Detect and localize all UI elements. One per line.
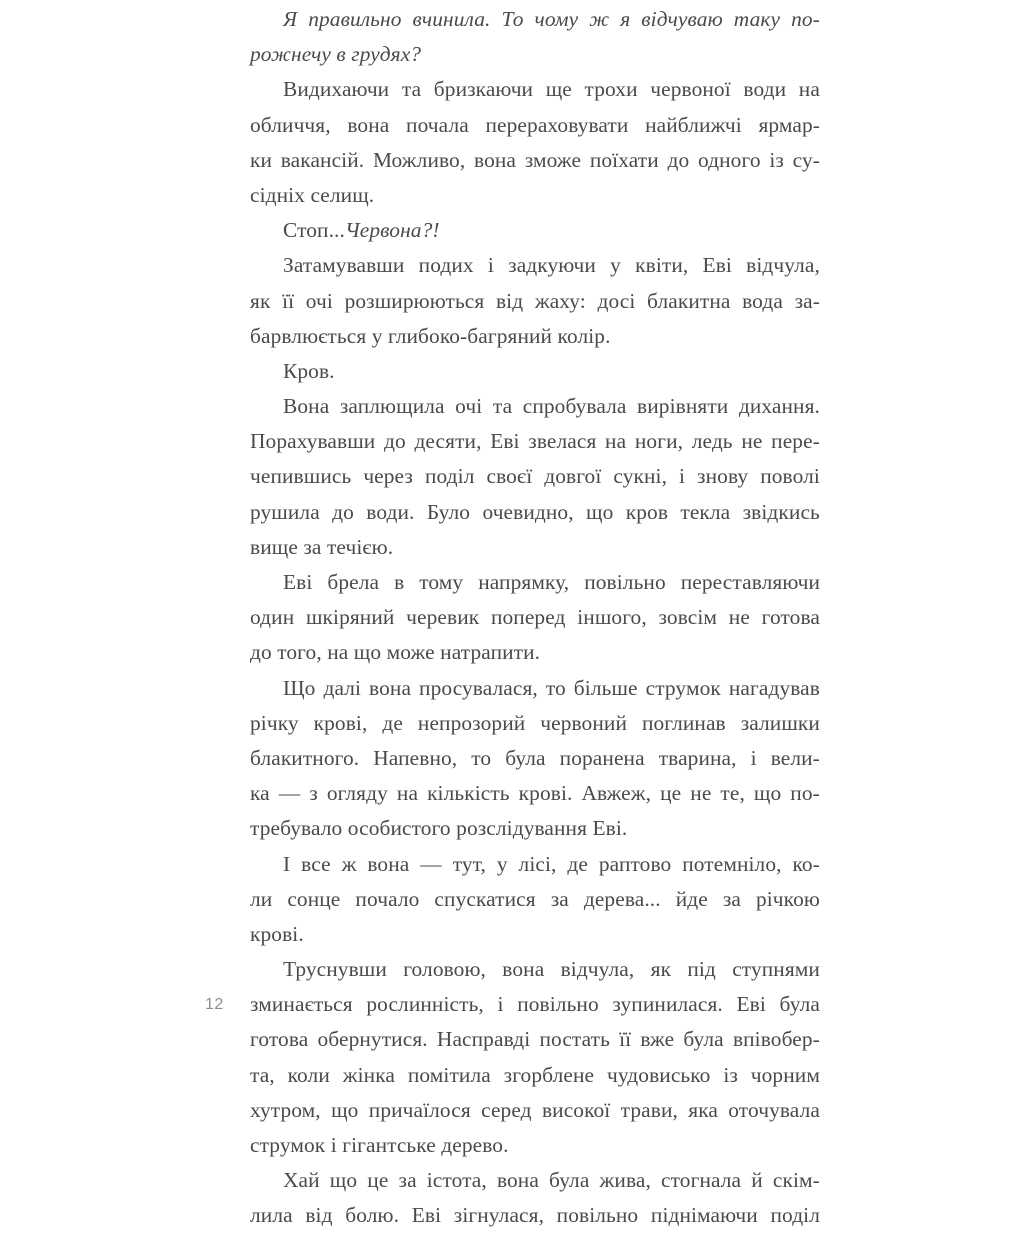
text-word: ж <box>589 7 610 31</box>
text-word: ярмар- <box>758 112 820 137</box>
text-word: готова <box>761 605 820 630</box>
text-word: води. <box>366 499 415 524</box>
text-line <box>283 952 820 987</box>
text-word: ноги, <box>634 429 684 454</box>
text-word: знову <box>697 464 749 489</box>
text-word: постать <box>539 1027 610 1052</box>
text-segment: крові. <box>250 921 304 946</box>
text-word: від <box>305 1203 333 1228</box>
text-word: поглинав <box>641 710 726 735</box>
text-word: червоний <box>540 710 627 735</box>
text-word: на <box>798 77 820 102</box>
text-word: блакитного. <box>250 745 360 770</box>
text-word: зупинилася. <box>612 992 723 1017</box>
text-word: Що <box>283 675 316 700</box>
text-word: зминається <box>250 992 353 1017</box>
text-line <box>250 37 820 72</box>
text-word: головою, <box>403 957 487 982</box>
text-line <box>283 389 820 424</box>
text-word: оточувала <box>728 1097 820 1122</box>
text-word: ще <box>545 77 572 102</box>
text-word: найближчі <box>645 112 742 137</box>
text-word: коли <box>287 1062 330 1087</box>
text-line <box>250 1058 820 1093</box>
text-word: і <box>497 992 504 1017</box>
text-word: квіти, <box>635 253 689 278</box>
text-word: де <box>382 710 403 735</box>
text-word: нагадував <box>728 675 820 700</box>
text-word: жаху: <box>534 288 586 313</box>
text-word: Еві <box>490 429 520 454</box>
text-word: Труснувши <box>283 957 387 982</box>
text-word: повільно <box>556 1203 639 1228</box>
text-word: поволі <box>760 464 820 489</box>
text-word: Я <box>283 7 298 31</box>
text-segment: Червона?! <box>344 218 440 243</box>
text-word: — <box>420 851 442 876</box>
text-word: до <box>667 147 690 172</box>
text-word: черевик <box>406 605 480 630</box>
text-word: піднімаючи <box>650 1203 758 1228</box>
text-word: залишки <box>740 710 820 735</box>
page-number: 12 <box>205 996 224 1013</box>
text-word: зігнулася, <box>453 1203 545 1228</box>
text-word: Насправді <box>436 1027 531 1052</box>
text-word: дерева... <box>583 886 661 911</box>
text-word: як <box>650 957 672 982</box>
text-word: вона <box>367 851 410 876</box>
text-word: ки <box>250 147 273 172</box>
text-line <box>283 565 820 600</box>
text-word: тварина, <box>658 745 737 770</box>
text-segment: Стоп... <box>283 218 345 243</box>
text-word: у <box>610 253 621 278</box>
text-word: відчула, <box>560 957 635 982</box>
text-word: бризкаючи <box>433 77 534 102</box>
text-word: Видихаючи <box>283 77 390 102</box>
text-word: То <box>501 7 524 31</box>
text-line <box>250 143 820 178</box>
text-word: відчуваю <box>641 7 723 31</box>
text-word: — <box>278 781 301 806</box>
text-word: правильно <box>308 7 402 31</box>
text-word: серед <box>481 1097 532 1122</box>
text-segment: до того, на що може натрапити. <box>250 640 541 665</box>
text-word: повільно <box>517 992 599 1017</box>
text-word: довгої <box>544 464 602 489</box>
text-word: ко- <box>792 851 820 876</box>
text-word: у <box>496 851 508 876</box>
text-word: що <box>329 1168 358 1193</box>
text-word: згорблене <box>503 1062 595 1087</box>
text-word: що <box>586 499 614 524</box>
text-word: не <box>728 605 750 630</box>
text-word: кількість <box>427 781 510 806</box>
text-word: була <box>505 745 546 770</box>
text-line <box>250 987 820 1022</box>
text-word: поїхати <box>589 147 659 172</box>
text-word: вже <box>640 1027 675 1052</box>
text-word: трави, <box>620 1097 678 1122</box>
text-line <box>283 671 820 706</box>
text-word: по- <box>791 7 820 31</box>
text-word: розширюються <box>344 288 485 313</box>
text-word: вона <box>369 675 412 700</box>
text-word: все <box>301 851 331 876</box>
text-line <box>250 530 820 565</box>
text-word: не <box>741 429 763 454</box>
text-line <box>283 847 820 882</box>
text-word: яка <box>688 1097 718 1122</box>
text-word: тут, <box>452 851 486 876</box>
text-segment: сідніх селищ. <box>250 182 375 207</box>
text-word: брела <box>327 570 380 594</box>
text-word: чудовисько <box>606 1062 711 1087</box>
text-word: вирівняти <box>637 394 729 419</box>
text-word: під <box>687 957 716 982</box>
text-segment: вище за течією. <box>250 534 394 559</box>
text-word: ж <box>341 851 357 876</box>
text-word: крові, <box>313 710 368 735</box>
text-word: на <box>605 429 627 454</box>
text-segment: рожнечу в грудях? <box>250 42 422 67</box>
text-word: вакансій. <box>280 147 365 172</box>
text-line <box>250 495 820 530</box>
text-word: вона <box>502 957 545 982</box>
text-word: сукні, <box>613 464 668 489</box>
text-word: Напевно, <box>373 745 458 770</box>
text-word: звелася <box>528 429 597 454</box>
text-word: вона <box>496 1168 539 1193</box>
text-line <box>250 178 820 213</box>
text-word: в <box>394 570 405 594</box>
text-word: та, <box>250 1062 275 1087</box>
text-word: рослинність, <box>366 992 484 1017</box>
text-word: за- <box>794 288 820 313</box>
text-line <box>250 882 820 917</box>
text-word: почала <box>406 112 469 137</box>
text-line <box>250 424 820 459</box>
text-word: Еві <box>702 253 732 278</box>
text-word: де <box>567 851 588 876</box>
text-word: Можливо, <box>372 147 466 172</box>
text-word: поділ <box>770 1203 820 1228</box>
text-word: Еві <box>411 1203 442 1228</box>
text-word: лила <box>250 1203 293 1228</box>
text-word: трохи <box>584 77 638 102</box>
text-word: струмок <box>645 675 721 700</box>
text-word: від <box>495 288 524 313</box>
text-word: це <box>660 781 682 806</box>
text-line <box>250 213 820 248</box>
text-word: впівобер- <box>732 1027 820 1052</box>
text-word: чорним <box>750 1062 820 1087</box>
page-text-body <box>250 2 820 1234</box>
text-word: досі <box>597 288 636 313</box>
text-word: ка <box>250 781 270 806</box>
text-word: дихання. <box>738 394 820 419</box>
text-word: один <box>250 605 295 630</box>
text-word: своєї <box>486 464 533 489</box>
text-word: річку <box>250 710 299 735</box>
text-word: через <box>363 464 413 489</box>
text-word: очі <box>305 288 333 313</box>
text-word: причаїлося <box>368 1097 471 1122</box>
text-word: вчинила. <box>412 7 491 31</box>
text-word: Вона <box>283 394 330 419</box>
text-word: те, <box>720 781 745 806</box>
text-word: таку <box>733 7 781 31</box>
text-word: вода <box>742 288 783 313</box>
text-word: зовсім <box>658 605 718 630</box>
text-word: напрямку, <box>478 570 570 594</box>
text-word: далі <box>323 675 362 700</box>
text-word: скім- <box>772 1168 820 1193</box>
text-word: пере- <box>771 429 820 454</box>
text-word: що <box>753 781 782 806</box>
text-word: Порахувавши <box>250 429 376 454</box>
text-line <box>250 1128 820 1163</box>
text-word: лісі, <box>518 851 557 876</box>
text-word: текла <box>680 499 731 524</box>
text-word: і <box>487 253 494 278</box>
text-segment: струмок і гігантське дерево. <box>250 1133 509 1157</box>
text-word: готова <box>250 1027 309 1052</box>
text-word: що <box>331 1097 359 1122</box>
text-word: та <box>492 394 513 419</box>
text-word: блакитна <box>647 288 731 313</box>
text-word: очевидно, <box>482 499 574 524</box>
text-word: вона <box>347 112 390 137</box>
text-word: жива, <box>599 1168 651 1193</box>
text-word: переставляючи <box>680 570 820 594</box>
text-word: обличчя, <box>250 112 331 137</box>
text-word: очі <box>455 394 483 419</box>
text-word: ли <box>250 886 273 911</box>
text-word: рушила <box>250 499 320 524</box>
text-word: і <box>750 745 757 770</box>
text-word: жінка <box>342 1062 395 1087</box>
text-word: і <box>679 464 686 489</box>
text-word: з <box>309 781 318 806</box>
text-word: спускатися <box>434 886 536 911</box>
text-word: до <box>332 499 354 524</box>
text-word: огляду <box>326 781 388 806</box>
text-word: стогнала <box>661 1168 742 1193</box>
text-line <box>250 776 820 811</box>
text-word: Еві <box>736 992 766 1017</box>
text-word: я <box>620 7 631 31</box>
text-word: більше <box>573 675 638 700</box>
text-word: із <box>723 1062 738 1087</box>
text-word: повільно <box>584 570 666 594</box>
text-word: за <box>398 1168 417 1193</box>
text-word: перераховувати <box>485 112 629 137</box>
text-segment: барвлюється у глибоко-багряний колір. <box>250 323 611 348</box>
text-word: йде <box>675 886 708 911</box>
text-word: на <box>396 781 419 806</box>
text-word: подих <box>418 253 474 278</box>
text-word: за <box>722 886 741 911</box>
text-segment: требувало особистого розслідування Еві. <box>250 816 628 841</box>
text-word: була <box>549 1168 590 1193</box>
text-word: відчула, <box>746 253 820 278</box>
text-word: су- <box>792 147 820 172</box>
text-word: тому <box>419 570 464 594</box>
text-word: червоної <box>650 77 731 102</box>
text-segment: Кров. <box>283 358 335 383</box>
text-word: по- <box>790 781 820 806</box>
text-word: Еві <box>283 570 313 594</box>
text-word: вона <box>474 147 517 172</box>
text-line <box>283 2 820 37</box>
text-word: задкуючи <box>508 253 596 278</box>
text-word: десяти, <box>414 429 482 454</box>
text-word: до <box>384 429 406 454</box>
text-line <box>250 741 820 776</box>
text-line <box>250 1093 820 1128</box>
text-word: заплющила <box>339 394 445 419</box>
text-word: її <box>282 288 295 313</box>
text-word: за <box>550 886 569 911</box>
text-word: раптово <box>598 851 672 876</box>
text-word: Було <box>426 499 471 524</box>
text-word: істота, <box>426 1168 487 1193</box>
text-word: Авжеж, <box>581 781 652 806</box>
text-word: крові. <box>518 781 573 806</box>
text-line <box>250 706 820 741</box>
text-word: її <box>619 1027 632 1052</box>
text-word: це <box>367 1168 389 1193</box>
text-word: непрозорий <box>417 710 526 735</box>
text-word: поділ <box>424 464 475 489</box>
text-word: помітила <box>407 1062 491 1087</box>
text-word: із <box>769 147 784 172</box>
text-line <box>250 1022 820 1057</box>
text-word: потемніло, <box>682 851 782 876</box>
text-word: хутром, <box>250 1097 321 1122</box>
text-word: почало <box>355 886 420 911</box>
text-line <box>250 108 820 143</box>
text-word: не <box>690 781 712 806</box>
text-line <box>283 72 820 107</box>
text-word: ступнями <box>732 957 820 982</box>
text-word: води <box>743 77 787 102</box>
text-line <box>250 635 820 670</box>
text-line <box>250 917 820 952</box>
text-word: була <box>683 1027 724 1052</box>
text-word: поранена <box>559 745 645 770</box>
text-word: то <box>545 675 566 700</box>
text-word: І <box>283 851 291 876</box>
text-word: звідкись <box>742 499 820 524</box>
text-line <box>250 811 820 846</box>
text-word: зможе <box>524 147 582 172</box>
text-line <box>250 354 820 389</box>
text-word: високої <box>541 1097 611 1122</box>
text-word: кров <box>625 499 669 524</box>
text-word: спробувала <box>522 394 627 419</box>
text-word: річкою <box>755 886 820 911</box>
text-word: то <box>471 745 492 770</box>
text-word: чому <box>534 7 579 31</box>
text-line <box>250 284 820 319</box>
text-line <box>283 248 820 283</box>
text-word: поперед <box>490 605 566 630</box>
text-line <box>250 459 820 494</box>
text-line <box>283 1163 820 1198</box>
text-word: й <box>751 1168 763 1193</box>
text-word: просувалася, <box>419 675 538 700</box>
text-word: була <box>779 992 820 1017</box>
text-word: чепившись <box>250 464 352 489</box>
text-word: болю. <box>345 1203 400 1228</box>
text-word: та <box>401 77 422 102</box>
text-line <box>250 600 820 635</box>
text-word: вели- <box>770 745 820 770</box>
text-word: одного <box>697 147 761 172</box>
text-word: ледь <box>691 429 733 454</box>
text-word: обернутися. <box>317 1027 428 1052</box>
text-word: як <box>250 288 271 313</box>
text-word: Затамувавши <box>283 253 405 278</box>
text-word: шкіряний <box>305 605 395 630</box>
text-word: Хай <box>283 1168 320 1193</box>
text-word: іншого, <box>577 605 647 630</box>
text-line <box>250 319 820 354</box>
text-line <box>250 1198 820 1233</box>
text-word: сонце <box>287 886 341 911</box>
